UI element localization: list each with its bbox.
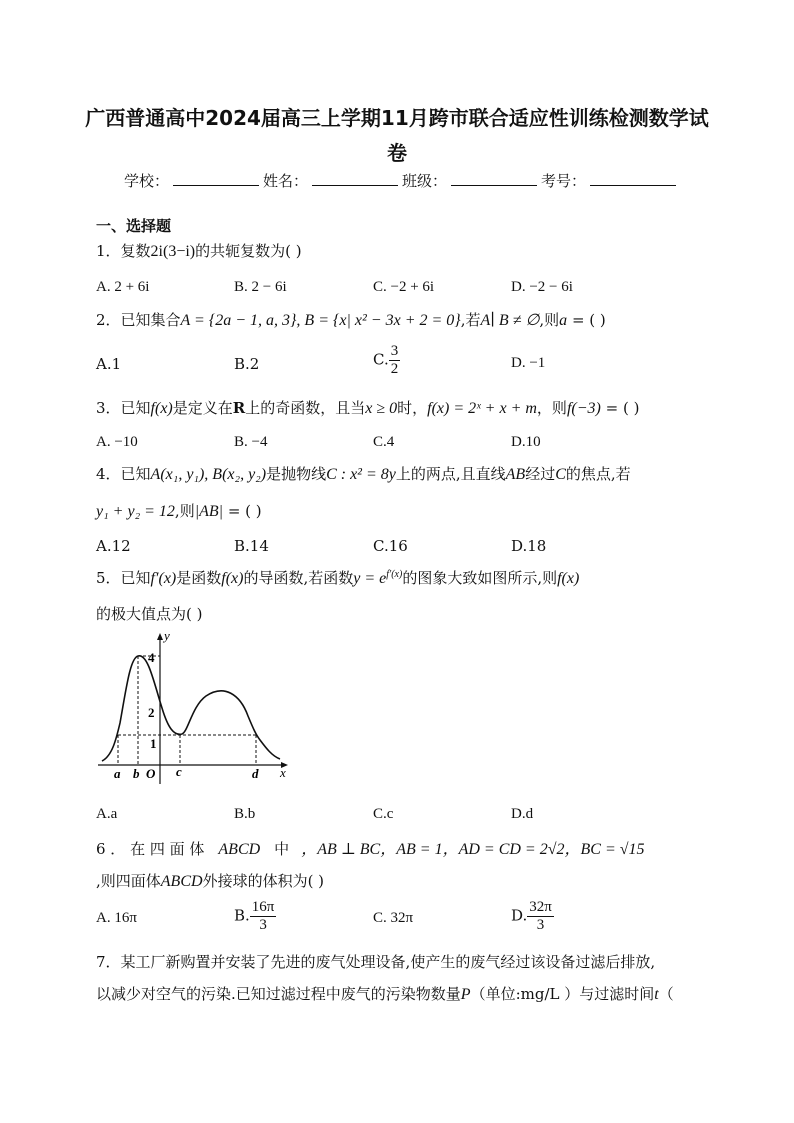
q2-var: a [559,312,568,329]
q2-suffix3: = ( ) [567,311,606,329]
q6-prefix: 6 ． 在 四 面 体 [96,840,205,858]
q5-f2: f(x) [557,570,580,587]
q3-suffix: = ( ) [600,399,640,417]
q6-option-c[interactable]: C. 32π [373,910,414,926]
q3-cond: x ≥ 0 [365,400,398,417]
q6-option-d-label: D. [511,906,528,925]
q4-mid3: 经过 [525,465,556,483]
tick-4: 4 [148,650,155,665]
q1-expr: 2i(3−i) [150,243,196,260]
q5-f: f(x) [221,570,244,587]
q2-suffix2: ,则 [539,311,560,329]
q2-option-c-num: 3 [390,343,399,359]
question-1 [96,240,302,261]
school-field[interactable] [173,171,259,186]
q1-option-b[interactable]: B. 2 − 6i [234,279,287,295]
q6-option-b[interactable] [234,899,276,934]
q7-line2c: （ [658,985,674,1003]
q6-option-b-fraction [250,899,277,934]
q3-option-a[interactable]: A. −10 [96,434,138,450]
tick-1: 1 [150,736,157,751]
y-label: y [164,628,170,643]
q3-mid4: ，则 [536,399,567,417]
q4-line2b: ,则 [174,502,195,520]
q4-points: A(x₁, y₁), B(x₂, y₂) [150,466,267,483]
c-label: c [176,764,182,779]
q6-mid: 中 [274,840,290,858]
origin-label: O [146,766,156,781]
q7-t: t [654,986,659,1003]
q2-option-c-den: 2 [390,361,399,377]
q2-option-c-fraction [389,343,401,378]
q6-line2b: ABCD [160,873,203,890]
y-axis-arrow-icon [157,633,163,640]
q5-option-b[interactable]: B.b [234,806,256,822]
q2-option-a[interactable]: A.1 [96,355,122,373]
q2-set-a: A = {2a − 1, a, 3} [180,312,297,329]
q5-exponent: f′(x) [386,569,403,580]
question-2 [96,309,606,330]
section-heading: 一、选择题 [96,217,172,235]
q1-prefix: 1．复数 [96,242,151,260]
q2-suffix1: ,若 [460,311,481,329]
q6-option-d[interactable] [511,899,554,934]
q4-ab: AB [505,466,526,483]
class-label: 班级： [402,172,448,190]
question-4 [96,463,631,484]
q4-option-b[interactable]: B.14 [234,537,269,555]
name-label: 姓名： [263,172,309,190]
q6-line2c: 外接球的体积为( ) [202,872,325,890]
q4-line2c: = ( ) [223,502,262,520]
number-label: 考号： [541,172,587,190]
q4-abs: |AB| [194,503,224,520]
q2-set-b: , B = {x| x² − 3x + 2 = 0} [296,312,461,329]
number-field[interactable] [590,171,676,186]
q3-r: R [232,399,246,417]
q2-option-c-label: C. [373,350,389,369]
q4-mid1: 是抛物线 [266,465,327,483]
class-field[interactable] [451,171,537,186]
q3-fx: f(x) [150,400,173,417]
q7-line2a: 以减少对空气的污染.已知过滤过程中废气的污染物数量 [96,985,461,1003]
q4-option-a[interactable]: A.12 [96,537,131,555]
q2-cond: A∣ B ≠ ∅ [480,312,540,329]
x-label: x [280,765,286,780]
q7-line2b: （单位:mg/L ）与过滤时间 [470,985,655,1003]
q6-option-b-num: 16π [251,899,275,915]
q4-c: C [555,466,566,483]
q4-prefix: 4．已知 [96,465,151,483]
q3-mid2: 上的奇函数，且当 [245,399,366,417]
q6-option-b-den: 3 [259,917,267,933]
q3-option-d[interactable]: D.10 [511,434,541,450]
a-label: a [114,766,121,781]
q3-def: f(x) = 2ˣ + x + m [427,400,537,417]
curve [102,656,280,761]
question-3 [96,397,639,418]
q6-option-b-label: B. [234,906,250,925]
q5-option-d[interactable]: D.d [511,806,534,822]
q2-prefix: 2．已知集合 [96,311,181,329]
q5-graph [98,628,298,784]
q6-option-a[interactable]: A. 16π [96,910,137,926]
question-5 [96,567,579,588]
info-row [124,170,680,191]
q3-mid1: 是定义在 [172,399,233,417]
question-5-line2: 的极大值点为( ) [96,605,203,623]
q7-p: P [460,986,471,1003]
q6-line2a: ,则四面体 [96,872,161,890]
q4-curve: C : x² = 8y [326,466,396,483]
q1-option-a[interactable]: A. 2 + 6i [96,279,150,295]
q6-conds: ，AB ⊥ BC，AB = 1，AD = CD = 2√2，BC = √15 [301,841,645,858]
q5-option-c[interactable]: C.c [373,806,394,822]
question-6-line2 [96,870,324,891]
question-4-line2 [96,500,262,521]
q4-mid4: 的焦点,若 [565,465,631,483]
q3-ask: f(−3) [566,400,601,417]
name-field[interactable] [312,171,398,186]
q2-option-c[interactable] [373,343,400,378]
q4-option-d[interactable]: D.18 [511,537,547,555]
q6-option-d-den: 3 [536,917,545,933]
q6-option-d-fraction [527,899,554,934]
q3-mid3: 时， [397,399,428,417]
q5-y: y = e [353,570,387,587]
q4-option-c[interactable]: C.16 [373,537,408,555]
q5-mid2: 的导函数,若函数 [243,569,354,587]
school-label: 学校： [124,172,170,190]
q4-sum: y₁ + y₂ = 12 [96,503,175,520]
q5-mid1: 是函数 [176,569,222,587]
q5-option-a[interactable]: A.a [96,806,118,822]
q2-option-d[interactable]: D. −1 [511,355,546,371]
q5-fp: f′(x) [150,570,177,587]
q6-option-d-num: 32π [529,899,552,915]
q3-option-b[interactable]: B. −4 [234,434,268,450]
q5-mid3: 的图象大致如图所示,则 [402,569,558,587]
q1-suffix: 的共轭复数为( ) [195,242,302,260]
q4-mid2: 上的两点,且直线 [395,465,506,483]
b-label: b [133,766,140,781]
q3-prefix: 3．已知 [96,399,151,417]
q6-abcd: ABCD [218,841,261,858]
tick-2: 2 [148,705,155,720]
q2-option-b[interactable]: B.2 [234,355,260,373]
d-label: d [252,766,259,781]
page-title-line2: 卷 [387,141,407,165]
question-6 [96,836,645,859]
q3-option-c[interactable]: C.4 [373,434,395,450]
q1-option-d[interactable]: D. −2 − 6i [511,279,573,295]
page-title-line1: 广西普通高中2024届高三上学期11月跨市联合适应性训练检测数学试 [85,106,709,130]
q5-prefix: 5．已知 [96,569,151,587]
q1-option-c[interactable]: C. −2 + 6i [373,279,435,295]
question-7: 7．某工厂新购置并安装了先进的废气处理设备,使产生的废气经过该设备过滤后排放, [96,953,656,971]
question-7-line2 [96,983,674,1004]
